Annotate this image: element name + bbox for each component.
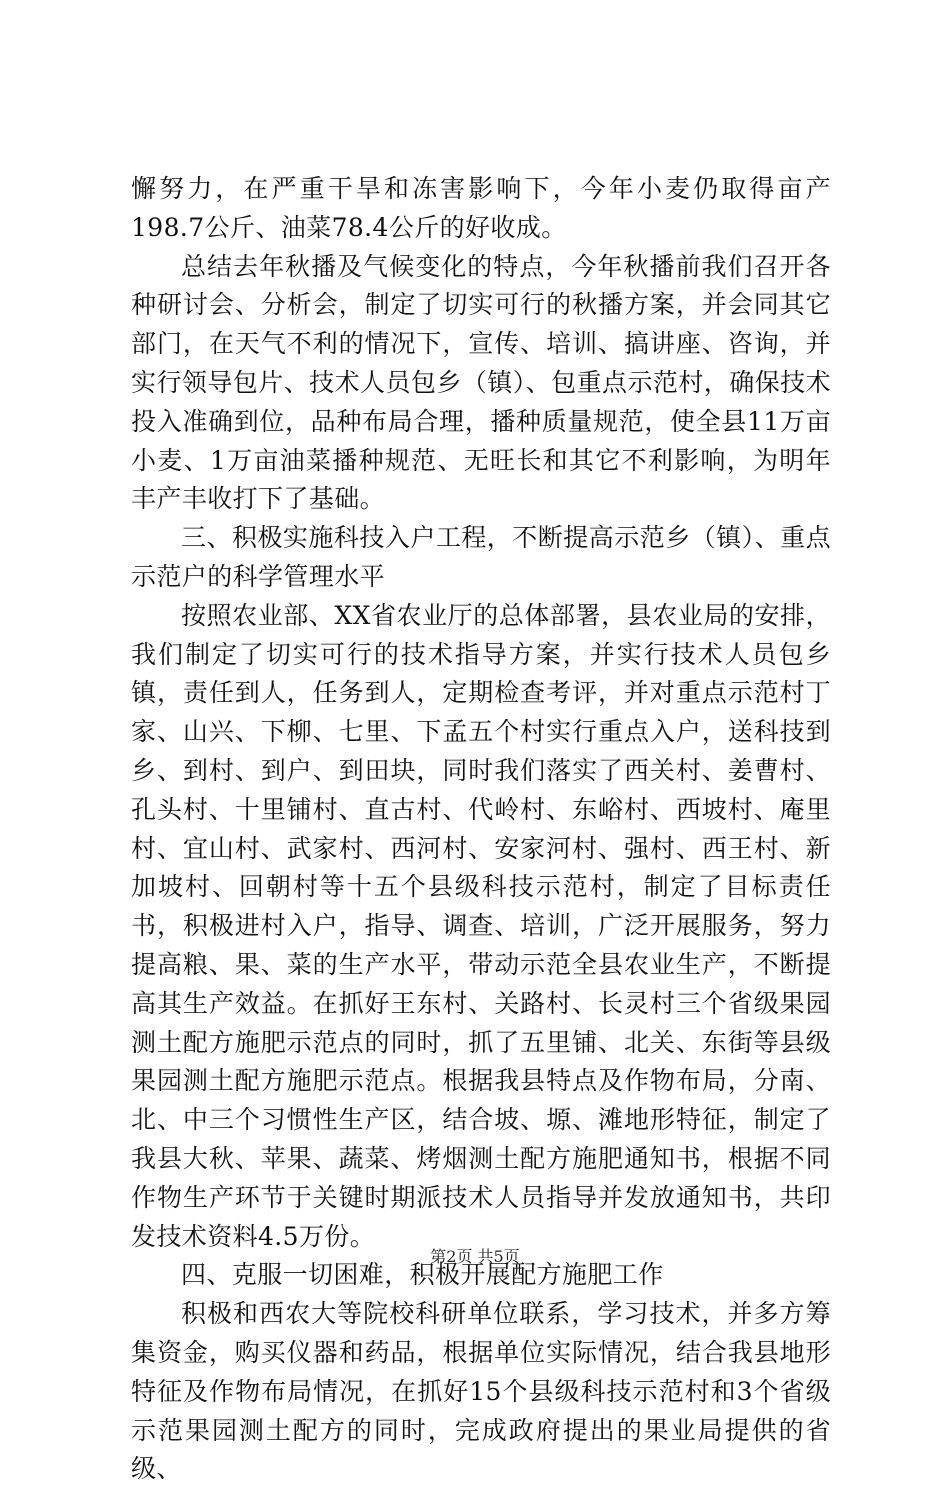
section-heading-4: 四、克服一切困难，积极开展配方施肥工作 [181,1260,664,1290]
paragraph-6: 积极和西农大等院校科研单位联系，学习技术，并多方筹集资金，购买仪器和药品，根据单位实际情况，结合我县地形特征及作物布局情况，在抓好15个县级科技示范村和3个省级示范果园测土配方的同时，完成政府提出的果业局提供的省级、 [131,1299,831,1484]
paragraph-1: 懈努力，在严重干旱和冻害影响下，今年小麦仍取得亩产198.7公斤、油菜78.4公斤的好收成。 [131,174,831,242]
document-body [131,170,831,1489]
page-footer: 第2页 共5页 [430,1247,520,1266]
paragraph-4: 按照农业部、XX省农业厅的总体部署，县农业局的安排，我们制定了切实可行的技术指导方案，并实行技术人员包乡镇，责任到人，任务到人，定期检查考评，并对重点示范村丁家、山兴、下柳、七里、下孟五个村实行重点入户，送科技到乡、到村、到户、到田块，同时我们落实了西关村、姜曹村、孔头村、十里铺村、直古村、代岭村、东峪村、西坡村、庵里村、宜山村、武家村、西河村、安家河村、强村、西王村、新加坡村、回朝村等十五个县级科技示范村，制定了目标责任书，积极进村入户，指导、调查、培训，广泛开展服务，努力提高粮、果、菜的生产水平，带动示范全县农业生产，不断提高其生产效益。在抓好王东村、关路村、长灵村三个省级果园测土配方施肥示范点的同时，抓了五里铺、北关、东街等县级果园测土配方施肥示范点。根据我县特点及作物布局，分南、北、中三个习惯性生产区，结合坡、塬、滩地形特征，制定了我县大秋、苹果、蔬菜、烤烟测土配方施肥通知书，根据不同作物生产环节于关键时期派技术人员指导并发放通知书，共印发技术资料4.5万份。 [131,600,831,1251]
paragraph-2: 总结去年秋播及气候变化的特点，今年秋播前我们召开各种研讨会、分析会，制定了切实可行的秋播方案，并会同其它部门，在天气不利的情况下，宣传、培训、搞讲座、咨询，并实行领导包片、技术人员包乡（镇）、包重点示范村，确保技术投入准确到位，品种布局合理，播种质量规范，使全县11万亩小麦、1万亩油菜播种规范、无旺长和其它不利影响，为明年丰产丰收打下了基础。 [131,251,831,514]
section-heading-3: 三、积极实施科技入户工程，不断提高示范乡（镇）、重点示范户的科学管理水平 [131,523,831,591]
